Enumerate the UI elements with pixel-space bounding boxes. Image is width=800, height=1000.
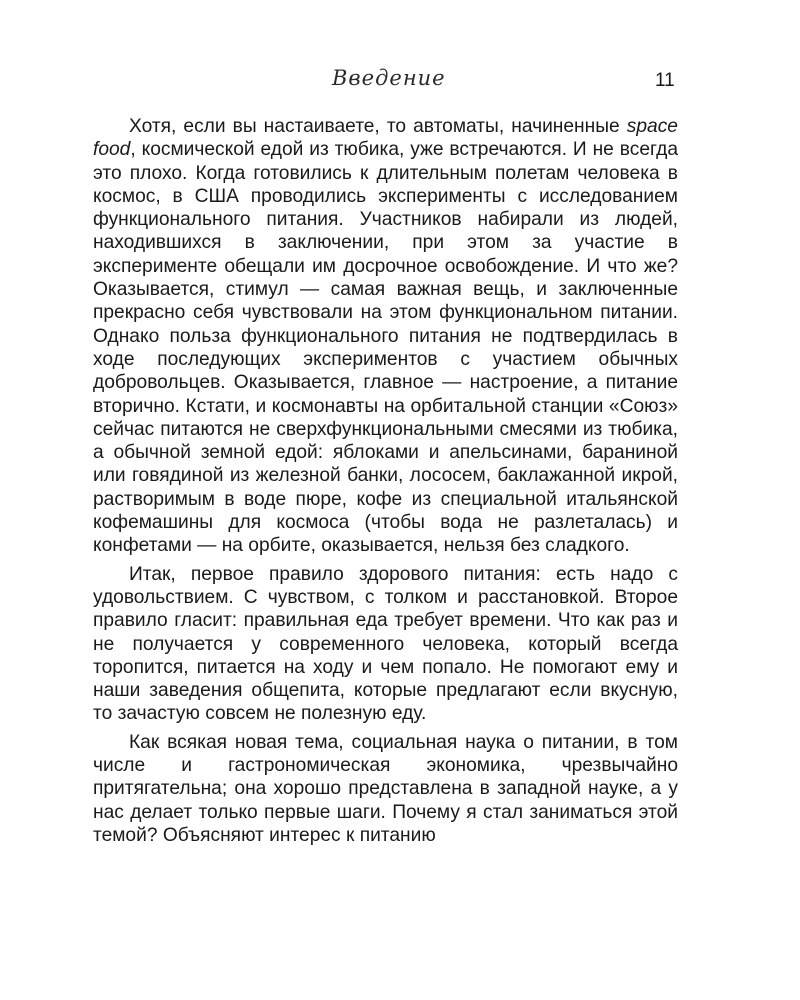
paragraph-3: Как всякая новая тема, социальная наука о питании, в том числе и гастрономическая экономика, чрезвычайно притягательна; она хорошо представлена в западной науке, а у нас делает только первые шаги. Почему я стал заниматься этой темой? Объясняют интерес к питанию [93, 731, 678, 846]
paragraph-1 [93, 115, 678, 558]
paragraph-1-text-start: Хотя, если вы настаиваете, то автоматы, начиненные [129, 116, 620, 137]
running-title: Введение [332, 66, 446, 90]
paragraph-2: Итак, первое правило здорового питания: есть надо с удовольствием. С чувством, с толком и расстановкой. Второе правило гласит: правильная еда требует времени. Что как раз и не получается у современного человека, который всегда торопится, питается на ходу и чем попало. Не помогают ему и наши заведения общепита, которые предлагают если вкусную, то зачастую совсем не полезную еду. [93, 563, 678, 725]
body-text [93, 115, 678, 847]
paragraph-1-italic-term: space food [93, 116, 678, 161]
paragraph-1-text-rest: , космической едой из тюбика, уже встречаются. И не всегда это плохо. Когда готовились к длительным полетам человека в космос, в США проводились эксперименты с исследованием функционального питания. Участников набирали из людей, находившихся в заключении, при этом за участие в эксперименте обещали им досрочное освобождение. И что же? Оказывается, стимул — самая важная вещь, и заключенные прекрасно себя чувствовали на этом функциональном питании. Однако польза функционального питания не подтвердилась в ходе последующих экспериментов с участием обычных добровольцев. Оказывается, главное — настроение, а питание вторично. Кстати, и космонавты на орбитальной станции «Союз» сейчас питаются не сверхфункциональными смесями из тюбика, а обычной земной едой: яблоками и апельсинами, бараниной или говядиной из железной банки, лососем, баклажанной икрой, растворимым в воде пюре, кофе из специальной итальянской кофемашины для космоса (чтобы вода не разлеталась) и конфетами — на орбите, оказывается, нельзя без сладкого. [93, 139, 678, 557]
page-number: 11 [655, 70, 675, 91]
